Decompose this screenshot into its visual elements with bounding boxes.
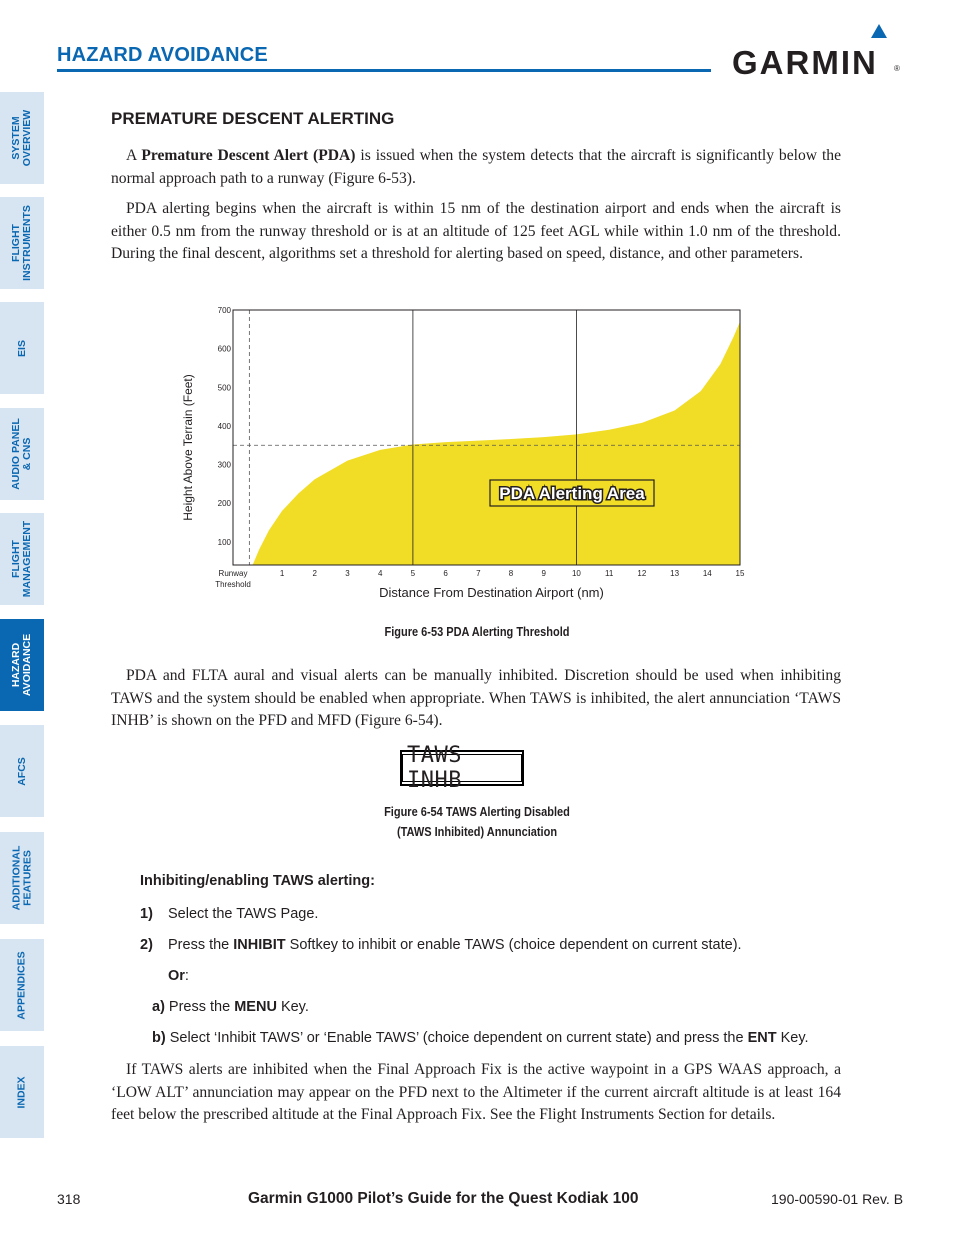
p1-text-b: is issued when the system detects that the aircraft is significantly below the normal approach path to a runway (Figure 6-53). [111, 147, 841, 187]
y-tick-label: 500 [217, 383, 231, 393]
step-b-number: b) [152, 1030, 166, 1046]
tab-audio-panel-cns[interactable] [0, 408, 44, 500]
tab-label: EIS [15, 339, 28, 357]
footer-title: Garmin G1000 Pilot’s Guide for the Quest Kodiak 100 [248, 1190, 639, 1207]
registered-mark: ® [894, 64, 900, 73]
tab-system-overview[interactable] [0, 92, 44, 184]
figure-6-53-caption: Figure 6-53 PDA Alerting Threshold [384, 625, 570, 639]
paragraph-inhibit: PDA and FLTA aural and visual alerts can be manually inhibited. Discretion should be used when inhibiting TAWS and the system should be enabled when appropriate. When TAWS is inhibited, the alert annunciation ‘TAWS INHB’ is shown on the PFD and MFD (Figure 6-54). [111, 667, 841, 729]
x-tick-label: 10 [571, 569, 581, 578]
x-tick-label: 6 [443, 569, 448, 578]
tab-label: HAZARD AVOIDANCE [10, 633, 34, 697]
tab-label: AUDIO PANEL & CNS [10, 418, 33, 490]
step-a-text-a: Press the [164, 999, 235, 1015]
step-2-text-a: Press the [168, 937, 234, 953]
y-tick-label: 300 [217, 460, 231, 470]
x-tick-label: 8 [508, 569, 514, 578]
y-tick-label: 600 [217, 344, 231, 354]
tab-label: AFCS [15, 756, 28, 786]
step-a-text-b: Key. [276, 999, 309, 1015]
inhibit-softkey-label: INHIBIT [233, 937, 286, 953]
garmin-triangle-icon [871, 24, 887, 38]
area-label: PDA Alerting Area [499, 484, 645, 503]
tab-label: FLIGHT MANAGEMENT [10, 520, 34, 598]
paragraph-pda-criteria: PDA alerting begins when the aircraft is within 15 nm of the destination airport and ends when the aircraft is either 0.5 nm from the runway threshold or is at an altitude of 125 feet AGL while within 1.0 nm of the threshold. During the final descent, algorithms set a threshold for alerting based on speed, distance, and other parameters. [111, 200, 841, 262]
x-tick-label: 15 [735, 569, 745, 578]
taws-inhb-annunciation [400, 743, 524, 793]
y-tick-label: 100 [217, 537, 231, 547]
section-title: HAZARD AVOIDANCE [57, 44, 268, 66]
logo-text: GARMIN [732, 44, 878, 81]
x-tick-label: 14 [702, 569, 712, 578]
procedure-title: Inhibiting/enabling TAWS alerting: [140, 873, 375, 889]
page-number: 318 [57, 1191, 81, 1207]
y-axis-title: Height Above Terrain (Feet) [181, 374, 195, 521]
step-2-text [168, 937, 742, 953]
tab-label: APPENDICES [15, 950, 28, 1020]
pda-alerting-area-fill [253, 322, 740, 565]
x-tick-label: 7 [476, 569, 481, 578]
tab-label: SYSTEM OVERVIEW [10, 109, 33, 167]
figure-6-54-caption-line2: (TAWS Inhibited) Annunciation [396, 825, 558, 839]
x-axis-title: Distance From Destination Airport (nm) [379, 585, 604, 600]
y-tick-label: 700 [217, 306, 231, 315]
p1-text-a: A [126, 147, 142, 164]
paragraph-low-alt: If TAWS alerts are inhibited when the Final Approach Fix is the active waypoint in a GPS WAAS approach, a ‘LOW ALT’ annunciation may appear on the PFD next to the Altimeter if the current aircraft altitude is at least 164 feet below the prescribed altitude at the Final Approach Fix. See the Flight Instruments Section for details. [111, 1061, 841, 1123]
step-b-text-a: Select ‘Inhibit TAWS’ or ‘Enable TAWS’ (choice dependent on current state) and press the [165, 1030, 748, 1046]
tab-label: FLIGHT INSTRUMENTS [10, 205, 33, 281]
tab-additional-features[interactable] [0, 832, 44, 924]
y-tick-label: 200 [217, 499, 231, 509]
x-tick-label: 2 [312, 569, 318, 578]
or-word: Or [168, 968, 185, 984]
x-tick-label: 5 [410, 569, 416, 578]
pda-term: Premature Descent Alert (PDA) [141, 147, 356, 164]
ent-key-label: ENT [747, 1030, 777, 1046]
step-1-number: 1) [140, 906, 153, 922]
menu-key-label: MENU [234, 999, 277, 1015]
tab-appendices[interactable] [0, 939, 44, 1031]
step-1 [140, 906, 319, 922]
x-tick-label: Runway Threshold [215, 569, 251, 589]
paragraph-pda-intro [111, 145, 841, 190]
pda-threshold-chart [170, 300, 770, 610]
step-2-number: 2) [140, 937, 153, 953]
y-tick-label: 400 [217, 421, 231, 431]
tab-flight-instruments[interactable] [0, 197, 44, 289]
tab-label: ADDITIONAL FEATURES [10, 845, 33, 911]
step-2-text-b: Softkey to inhibit or enable TAWS (choice dependent on current state). [285, 937, 742, 953]
x-tick-label: 1 [279, 569, 285, 578]
section-heading: PREMATURE DESCENT ALERTING [111, 109, 395, 128]
tab-label: INDEX [15, 1075, 28, 1109]
x-tick-label: 3 [345, 569, 350, 578]
step-b [152, 1030, 809, 1046]
x-tick-label: 11 [605, 569, 614, 578]
tab-hazard-avoidance[interactable] [0, 619, 44, 711]
taws-inhb-text: TAWS INHB [402, 754, 522, 782]
footer-doc-number: 190-00590-01 Rev. B [771, 1191, 904, 1207]
figure-6-54-caption-line1: Figure 6-54 TAWS Alerting Disabled [384, 805, 570, 819]
x-tick-label: 13 [670, 569, 680, 578]
step-a-number: a) [152, 999, 165, 1015]
header-rule [57, 69, 711, 72]
x-tick-label: 9 [541, 569, 546, 578]
x-tick-label: 12 [637, 569, 647, 578]
garmin-logo [732, 24, 900, 81]
step-b-text-b: Key. [776, 1030, 809, 1046]
step-2 [140, 937, 742, 953]
step-a [152, 999, 309, 1015]
chart-layer [181, 306, 745, 600]
tab-flight-management[interactable] [0, 513, 44, 605]
or-label [168, 968, 189, 984]
tab-index[interactable] [0, 1046, 44, 1138]
or-colon: : [184, 968, 189, 984]
tab-afcs[interactable] [0, 725, 44, 817]
x-tick-label: 4 [377, 569, 383, 578]
tab-eis[interactable] [0, 302, 44, 394]
step-1-text: Select the TAWS Page. [168, 906, 319, 922]
